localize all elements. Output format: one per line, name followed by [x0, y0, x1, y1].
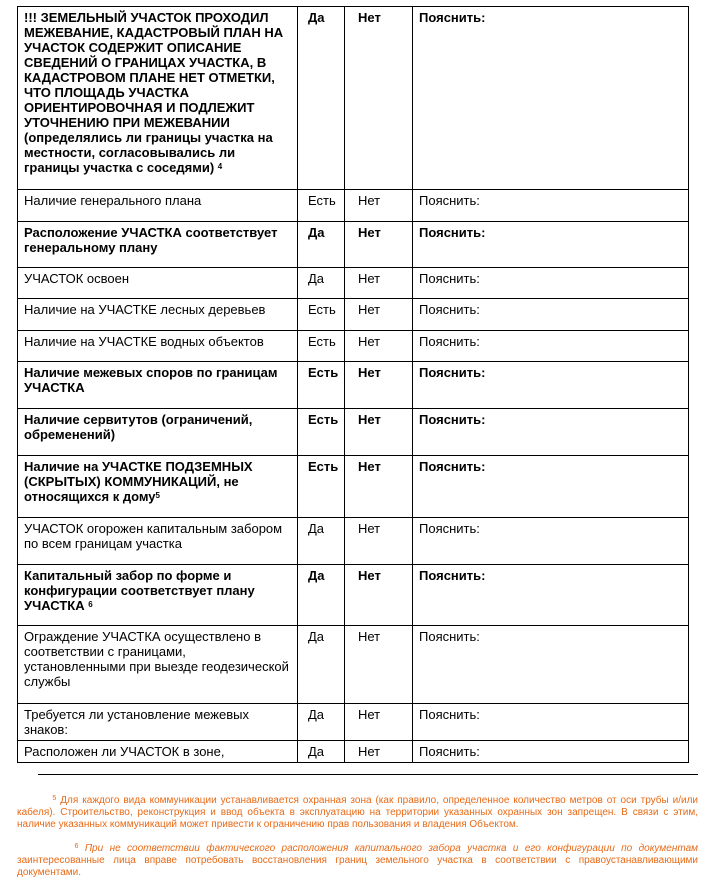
- table-row: [18, 268, 689, 299]
- no-option[interactable]: Нет: [345, 518, 413, 565]
- table-row: [18, 409, 689, 456]
- no-option[interactable]: Нет: [345, 222, 413, 268]
- table-row: [18, 362, 689, 409]
- yes-option[interactable]: Есть: [298, 299, 345, 331]
- table-row: [18, 222, 689, 268]
- question-cell: !!! ЗЕМЕЛЬНЫЙ УЧАСТОК ПРОХОДИЛ МЕЖЕВАНИЕ, КАДАСТРОВЫЙ ПЛАН НА УЧАСТОК СОДЕРЖИТ ОПИСАНИЕ СВЕДЕНИЙ О ГРАНИЦАХ УЧАСТКА, В КАДАСТРОВОМ ПЛАНЕ НЕТ ОТМЕТКИ, ЧТО ПЛОЩАДЬ УЧАСТКА ОРИЕНТИРОВОЧНАЯ И ПОДЛЕЖИТ УТОЧНЕНИЮ ПРИ МЕЖЕВАНИИ (определялись ли границы участка на местности, согласовывались ли границы участка с соседями) $^4$: [18, 7, 298, 190]
- property-questionnaire-table: [17, 6, 689, 763]
- table-row: [18, 565, 689, 626]
- explain-field[interactable]: Пояснить:: [413, 268, 689, 299]
- no-option[interactable]: Нет: [345, 741, 413, 763]
- explain-field[interactable]: Пояснить:: [413, 626, 689, 704]
- question-cell: Наличие на УЧАСТКЕ ПОДЗЕМНЫХ (СКРЫТЫХ) КОММУНИКАЦИЙ, не относящихся к дому$^5$: [18, 456, 298, 518]
- question-cell: Капитальный забор по форме и конфигурации соответствует плану УЧАСТКА $^6$: [18, 565, 298, 626]
- footnote-separator: [38, 774, 698, 775]
- table-row: [18, 704, 689, 741]
- question-cell: Расположен ли УЧАСТОК в зоне,: [18, 741, 298, 763]
- yes-option[interactable]: Да: [298, 704, 345, 741]
- no-option[interactable]: Нет: [345, 565, 413, 626]
- question-cell: Требуется ли установление межевых знаков:: [18, 704, 298, 741]
- question-cell: Наличие генерального плана: [18, 190, 298, 222]
- question-cell: УЧАСТОК огорожен капитальным забором по всем границам участка: [18, 518, 298, 565]
- footnote-ref: 6: [88, 600, 93, 609]
- yes-option[interactable]: Есть: [298, 190, 345, 222]
- footnote-ref: 4: [217, 162, 223, 171]
- explain-field[interactable]: Пояснить:: [413, 565, 689, 626]
- explain-field[interactable]: Пояснить:: [413, 331, 689, 362]
- footnote-text: Для каждого вида коммуникации устанавливается охранная зона (как правило, определенное количество метров от оси трубы и/или кабеля). Строительство, реконструкция и ввод объекта в эксплуатацию на территории указанных охранных зон запрещен. В связи с этим, наличие указанных коммуникаций может привести к ограничению прав пользования и владения Объектом.: [17, 795, 698, 830]
- table-row: [18, 299, 689, 331]
- no-option[interactable]: Нет: [345, 299, 413, 331]
- yes-option[interactable]: Да: [298, 222, 345, 268]
- no-option[interactable]: Нет: [345, 331, 413, 362]
- footnote-ref: 5: [155, 491, 160, 500]
- yes-option[interactable]: Да: [298, 518, 345, 565]
- table-row: [18, 626, 689, 704]
- yes-option[interactable]: Есть: [298, 362, 345, 409]
- no-option[interactable]: Нет: [345, 190, 413, 222]
- table-row: [18, 190, 689, 222]
- question-cell: Наличие на УЧАСТКЕ водных объектов: [18, 331, 298, 362]
- explain-field[interactable]: Пояснить:: [413, 704, 689, 741]
- yes-option[interactable]: Есть: [298, 331, 345, 362]
- explain-field[interactable]: Пояснить:: [413, 7, 689, 190]
- no-option[interactable]: Нет: [345, 456, 413, 518]
- no-option[interactable]: Нет: [345, 7, 413, 190]
- table-row: [18, 456, 689, 518]
- question-cell: Расположение УЧАСТКА соответствует генеральному плану: [18, 222, 298, 268]
- yes-option[interactable]: Есть: [298, 409, 345, 456]
- footnote-mark: 5: [52, 795, 57, 802]
- yes-option[interactable]: Да: [298, 565, 345, 626]
- question-cell: Наличие сервитутов (ограничений, обременений): [18, 409, 298, 456]
- yes-option[interactable]: Да: [298, 268, 345, 299]
- no-option[interactable]: Нет: [345, 268, 413, 299]
- explain-field[interactable]: Пояснить:: [413, 409, 689, 456]
- explain-field[interactable]: Пояснить:: [413, 741, 689, 763]
- footnote-6: [17, 843, 698, 879]
- no-option[interactable]: Нет: [345, 704, 413, 741]
- footnote-text-italic: При не соответствии фактического расположения капитального забора участка и его конфигурации по документам: [84, 843, 698, 854]
- explain-field[interactable]: Пояснить:: [413, 222, 689, 268]
- explain-field[interactable]: Пояснить:: [413, 456, 689, 518]
- explain-field[interactable]: Пояснить:: [413, 362, 689, 409]
- question-cell: Наличие межевых споров по границам УЧАСТКА: [18, 362, 298, 409]
- explain-field[interactable]: Пояснить:: [413, 299, 689, 331]
- question-cell: Наличие на УЧАСТКЕ лесных деревьев: [18, 299, 298, 331]
- table-row: [18, 741, 689, 763]
- yes-option[interactable]: Да: [298, 7, 345, 190]
- explain-field[interactable]: Пояснить:: [413, 518, 689, 565]
- table-row: [18, 331, 689, 362]
- table-row: [18, 7, 689, 190]
- no-option[interactable]: Нет: [345, 626, 413, 704]
- footnote-text: заинтересованные лица вправе потребовать восстановления границ земельного участка в соответствии с правоустанавливающими документами.: [17, 855, 698, 878]
- yes-option[interactable]: Да: [298, 741, 345, 763]
- no-option[interactable]: Нет: [345, 409, 413, 456]
- yes-option[interactable]: Есть: [298, 456, 345, 518]
- footnote-5: [17, 795, 698, 831]
- footnote-mark: 6: [74, 843, 79, 850]
- question-cell: Ограждение УЧАСТКА осуществлено в соответствии с границами, установленными при выезде геодезической службы: [18, 626, 298, 704]
- explain-field[interactable]: Пояснить:: [413, 190, 689, 222]
- yes-option[interactable]: Да: [298, 626, 345, 704]
- question-cell: УЧАСТОК освоен: [18, 268, 298, 299]
- no-option[interactable]: Нет: [345, 362, 413, 409]
- table-row: [18, 518, 689, 565]
